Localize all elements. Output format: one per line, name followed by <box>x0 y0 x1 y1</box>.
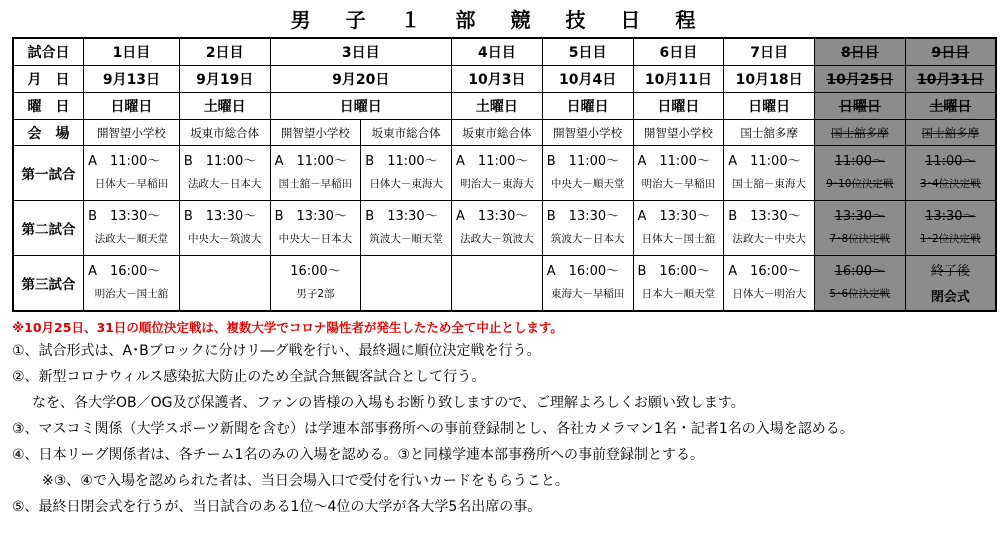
date-cell: 10月4日 <box>542 66 633 93</box>
game-cell <box>542 201 633 256</box>
match-teams: 筑波大－順天堂 <box>369 233 443 245</box>
match-teams: 法政大－日本大 <box>187 178 262 190</box>
day-cell: 6日目 <box>633 38 724 66</box>
date-cell: 9月20日 <box>270 66 451 93</box>
match-teams: 日体大－明治大 <box>732 288 806 300</box>
note-item: ※③、④で入場を認められた者は、当日会場入口で受付を行いカードをもらうこと。 <box>42 473 569 489</box>
slot-time: A 11:00～ <box>728 154 801 169</box>
match-teams <box>361 279 451 286</box>
match-teams: 男子2部 <box>296 288 335 300</box>
note-item: なを、各大学OB／OG及び保護者、ファンの皆様の入場もお断り致しますので、ご理解よろしくお願い致します。 <box>32 395 745 411</box>
match-teams: 明治大－国士舘 <box>94 288 169 300</box>
weekday-cell-cancelled: 土曜日 <box>905 93 996 120</box>
slot-time: 16:00～ <box>290 264 341 279</box>
date-cell: 10月18日 <box>724 66 815 93</box>
slot-time: A 13:30～ <box>456 209 529 224</box>
match-teams: 7･8位決定戦 <box>829 233 891 245</box>
game1-label: 第一試合 <box>13 146 84 201</box>
match-teams: 東海大－早稲田 <box>550 288 625 300</box>
game2-row <box>13 201 996 256</box>
game-cell <box>179 146 270 201</box>
slot-time: 終了後 <box>930 264 970 279</box>
game-cell <box>84 256 180 312</box>
slot-time: B 11:00～ <box>183 154 257 169</box>
game-cell <box>270 146 361 201</box>
weekday-label: 曜 日 <box>13 93 84 120</box>
slot-time: 13:30～ <box>834 209 886 224</box>
venue-cell-cancelled: 国士舘多摩 <box>814 120 905 146</box>
game2-label: 第二試合 <box>13 201 84 256</box>
match-teams: 日体大－国士舘 <box>641 233 716 245</box>
slot-time: A 16:00～ <box>728 264 801 279</box>
day-cell: 1日目 <box>84 38 180 66</box>
weekday-cell: 日曜日 <box>542 93 633 120</box>
note-item: ③、マスコミ関係（大学スポーツ新聞を含む）は学連本部事務所への事前登録制とし、各社カメラマン1名・記者1名の入場を認める。 <box>12 421 854 437</box>
note-item: ②、新型コロナウィルス感染拡大防止のため全試合無観客試合として行う。 <box>12 369 486 385</box>
date-row <box>13 66 996 93</box>
game3-label: 第三試合 <box>13 256 84 312</box>
match-teams <box>452 279 542 286</box>
match-teams: 9･10位決定戦 <box>826 178 894 190</box>
game-cell <box>633 146 724 201</box>
slot-time: 16:00～ <box>834 264 886 279</box>
game-cell <box>179 201 270 256</box>
game-cell <box>361 201 452 256</box>
match-teams: 中央大－順天堂 <box>550 178 625 190</box>
slot-time: B 13:30～ <box>546 209 620 224</box>
slot-time: A 13:30～ <box>637 209 710 224</box>
weekday-cell: 日曜日 <box>270 93 451 120</box>
venue-cell: 開智望小学校 <box>542 120 633 146</box>
slot-time: 13:30～ <box>925 209 976 224</box>
game-cell <box>270 256 361 312</box>
game-cell <box>270 201 361 256</box>
note-item: ④、日本リーグ関係者は、各チーム1名のみの入場を認める。③と同様学連本部事務所への事前登録制とする。 <box>12 447 705 463</box>
slot-time: B 13:30～ <box>274 209 347 224</box>
slot-time <box>452 256 542 279</box>
game-cell-empty <box>452 256 543 312</box>
game-cell <box>542 146 633 201</box>
day-row <box>13 38 996 66</box>
slot-time: A 11:00～ <box>88 154 161 169</box>
match-teams: 中央大－日本大 <box>278 233 353 245</box>
date-cell: 9月19日 <box>179 66 270 93</box>
match-teams: 明治大－早稲田 <box>641 178 716 190</box>
weekday-cell: 日曜日 <box>633 93 724 120</box>
match-teams: 日体大－東海大 <box>369 178 443 190</box>
venue-cell: 坂東市総合体 <box>452 120 543 146</box>
note-item: ①、試合形式は、A･Bブロックに分けリ―グ戦を行い、最終週に順位決定戦を行う。 <box>12 343 541 359</box>
game-cell-cancelled <box>814 201 905 256</box>
slot-time: B 13:30～ <box>88 209 161 224</box>
slot-time: A 11:00～ <box>274 154 347 169</box>
slot-time: A 16:00～ <box>88 264 161 279</box>
venue-cell: 開智望小学校 <box>270 120 361 146</box>
weekday-row <box>13 93 996 120</box>
weekday-cell: 土曜日 <box>452 93 543 120</box>
venue-cell-cancelled: 国士舘多摩 <box>905 120 996 146</box>
game-cell-empty <box>361 256 452 312</box>
game-cell <box>84 146 180 201</box>
game-cell <box>724 146 815 201</box>
venue-cell: 開智望小学校 <box>633 120 724 146</box>
slot-time: B 13:30～ <box>365 209 438 224</box>
day-label: 試合日 <box>13 38 84 66</box>
day-cell: 4日目 <box>452 38 543 66</box>
game-cell <box>633 201 724 256</box>
game-cell <box>633 256 724 312</box>
game-cell-cancelled <box>905 146 996 201</box>
day-cell: 7日目 <box>724 38 815 66</box>
day-cell: 3日目 <box>270 38 451 66</box>
date-cell-cancelled: 10月25日 <box>814 66 905 93</box>
slot-time: B 16:00～ <box>637 264 710 279</box>
note-item: ⑤、最終日閉会式を行うが、当日試合のある1位～4位の大学が各大学5名出席の事。 <box>12 499 542 515</box>
game-cell <box>724 201 815 256</box>
day-cell-cancelled: 9日目 <box>905 38 996 66</box>
closing-ceremony: 閉会式 <box>930 290 970 305</box>
slot-time: 11:00～ <box>925 154 976 169</box>
match-teams <box>180 279 270 286</box>
day-cell-cancelled: 8日目 <box>814 38 905 66</box>
date-label: 月 日 <box>13 66 84 93</box>
weekday-cell: 土曜日 <box>179 93 270 120</box>
match-teams: 明治大－東海大 <box>460 178 534 190</box>
day-cell: 5日目 <box>542 38 633 66</box>
weekday-cell: 日曜日 <box>84 93 180 120</box>
slot-time <box>361 256 451 279</box>
slot-time: A 16:00～ <box>546 264 620 279</box>
cancellation-notice: ※10月25日、31日の順位決定戦は、複数大学でコロナ陽性者が発生したため全て中止とします。 <box>12 320 563 335</box>
weekday-cell: 日曜日 <box>724 93 815 120</box>
match-teams: 中央大－筑波大 <box>187 233 262 245</box>
slot-time: 11:00～ <box>834 154 886 169</box>
match-teams: 法政大－筑波大 <box>460 233 534 245</box>
venue-row <box>13 120 996 146</box>
match-teams: 1･2位決定戦 <box>920 233 981 245</box>
slot-time: A 11:00～ <box>637 154 710 169</box>
date-cell: 10月11日 <box>633 66 724 93</box>
slot-time: B 11:00～ <box>546 154 620 169</box>
notes-section <box>12 318 992 520</box>
slot-time <box>180 256 270 279</box>
match-teams: 5･6位決定戦 <box>829 288 891 300</box>
game-cell-cancelled <box>905 256 996 312</box>
venue-label: 会 場 <box>13 120 84 146</box>
game-cell <box>724 256 815 312</box>
game-cell-cancelled <box>814 256 905 312</box>
match-teams: 法政大－中央大 <box>732 233 806 245</box>
slot-time: B 13:30～ <box>728 209 801 224</box>
match-teams: 日体大－早稲田 <box>94 178 169 190</box>
date-cell: 9月13日 <box>84 66 180 93</box>
venue-cell: 坂東市総合体 <box>179 120 270 146</box>
venue-cell: 国士舘多摩 <box>724 120 815 146</box>
date-cell: 10月3日 <box>452 66 543 93</box>
match-teams: 日本大－順天堂 <box>641 288 716 300</box>
game-cell <box>361 146 452 201</box>
page-title: 男 子 １ 部 競 技 日 程 <box>290 8 710 32</box>
day-cell: 2日目 <box>179 38 270 66</box>
game-cell <box>452 201 543 256</box>
game3-row <box>13 256 996 312</box>
game-cell <box>84 201 180 256</box>
slot-time: B 13:30～ <box>183 209 257 224</box>
game-cell-empty <box>179 256 270 312</box>
game-cell-cancelled <box>905 201 996 256</box>
slot-time: B 11:00～ <box>365 154 438 169</box>
slot-time: A 11:00～ <box>456 154 529 169</box>
weekday-cell-cancelled: 日曜日 <box>814 93 905 120</box>
game-cell-cancelled <box>814 146 905 201</box>
match-teams: 3･4位決定戦 <box>920 178 981 190</box>
venue-cell: 開智望小学校 <box>84 120 180 146</box>
venue-cell: 坂東市総合体 <box>361 120 452 146</box>
match-teams: 国士舘－東海大 <box>732 178 806 190</box>
game1-row <box>13 146 996 201</box>
game-cell <box>542 256 633 312</box>
game-cell <box>452 146 543 201</box>
match-teams: 筑波大－日本大 <box>550 233 625 245</box>
date-cell-cancelled: 10月31日 <box>905 66 996 93</box>
match-teams: 国士舘－早稲田 <box>278 178 353 190</box>
schedule-table <box>12 37 997 312</box>
match-teams: 法政大－順天堂 <box>94 233 169 245</box>
